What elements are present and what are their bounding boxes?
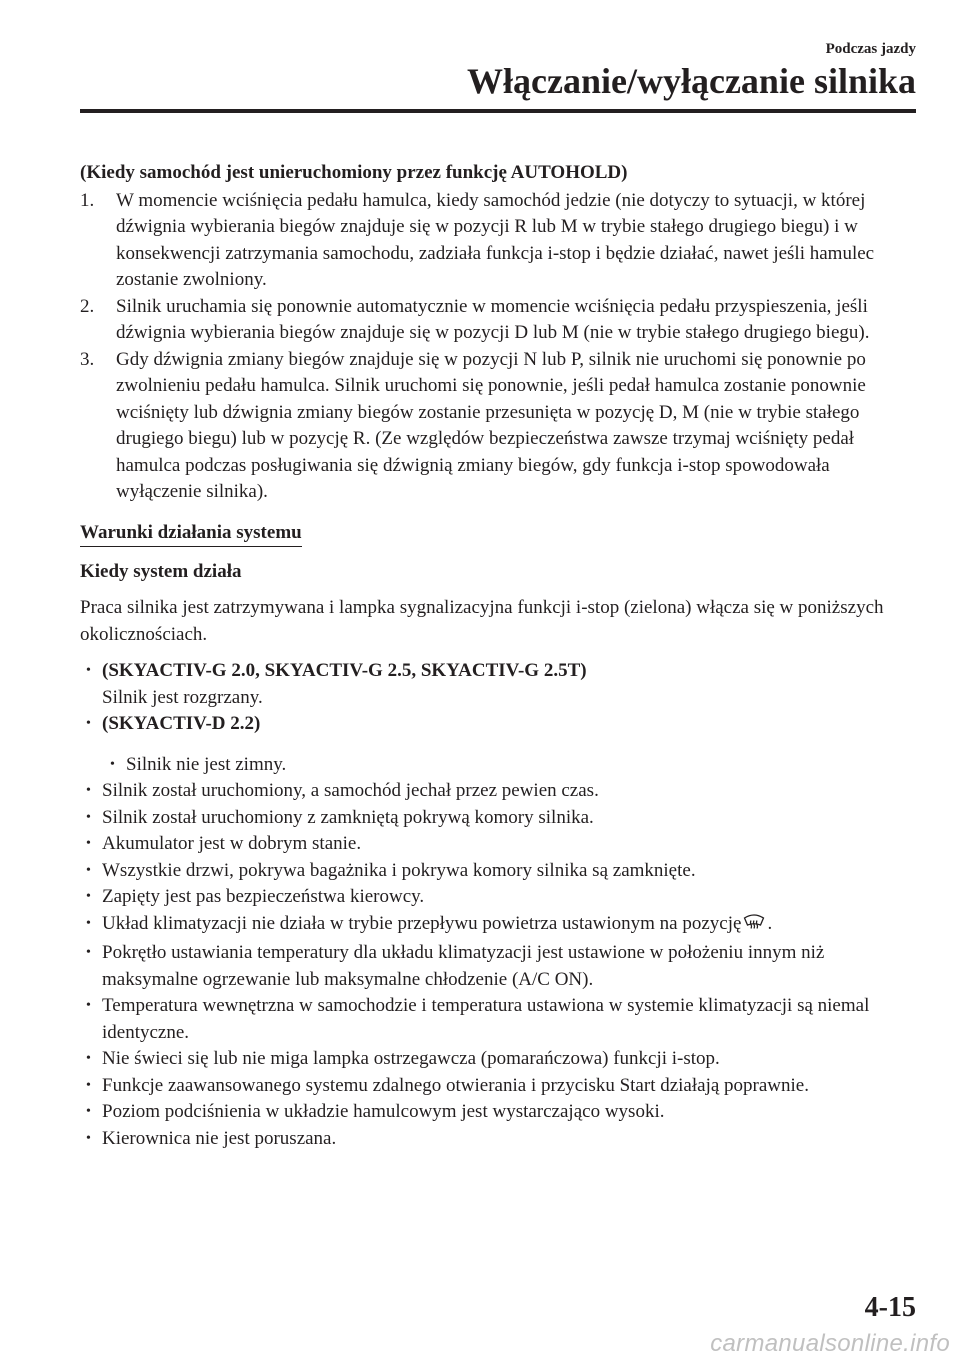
engine-groups xyxy=(80,658,916,778)
ac-condition-suffix: . xyxy=(767,912,773,934)
page-content xyxy=(80,160,916,1152)
condition-text: Temperatura wewnętrzna w samochodzie i temperatura ustawiona w systemie klimatyzacji są niemal identyczne. xyxy=(102,995,870,1043)
bullet-icon: • xyxy=(86,1051,91,1066)
list-item xyxy=(80,884,916,911)
ac-condition-text: Układ klimatyzacji nie działa w trybie przepływu powietrza ustawionym na pozycję xyxy=(102,912,742,934)
list-item xyxy=(80,658,916,685)
step-text: W momencie wciśnięcia pedału hamulca, kiedy samochód jedzie (nie dotyczy to sytuacji, w której dźwignia wybierania biegów znajduje się w pozycji R lub M w trybie stałego drugiego biegu) i w konsekwencji zatrzymania samochodu, zadziała funkcja i-stop i będzie działać, nawet jeśli hamulec zostanie zwolniony. xyxy=(116,189,875,290)
conditions-heading: Warunki działania systemu xyxy=(80,521,302,547)
list-item xyxy=(80,1099,916,1126)
bullet-icon: • xyxy=(86,915,91,931)
page-number: 4-15 xyxy=(864,1292,916,1323)
bullet-icon: • xyxy=(86,945,91,960)
list-item xyxy=(80,1046,916,1073)
condition-text: Funkcje zaawansowanego systemu zdalnego otwierania i przycisku Start działają poprawnie. xyxy=(102,1074,809,1096)
condition-text: Silnik został uruchomiony, a samochód jechał przez pewien czas. xyxy=(102,780,599,801)
condition-text: Pokrętło ustawiania temperatury dla układu klimatyzacji jest ustawione w położeniu innym niż maksymalne ogrzewanie lub maksymalne chłodzenie (A/C ON). xyxy=(102,942,825,990)
list-item xyxy=(80,940,916,993)
condition-text: Kierownica nie jest poruszana. xyxy=(102,1127,337,1149)
steps-list xyxy=(80,188,916,506)
step-number: 1. xyxy=(80,189,95,211)
list-item xyxy=(80,1126,916,1153)
bullet-icon: • xyxy=(86,1077,91,1093)
step-number: 3. xyxy=(80,348,95,370)
bullet-icon: • xyxy=(86,783,91,798)
list-item xyxy=(80,911,916,941)
bullet-icon: • xyxy=(86,663,91,678)
list-item xyxy=(80,1073,916,1100)
autohold-heading: (Kiedy samochód jest unieruchomiony przez funkcję AUTOHOLD) xyxy=(80,162,628,183)
bullet-icon: • xyxy=(86,1130,91,1146)
condition-text: Nie świeci się lub nie miga lampka ostrzegawcza (pomarańczowa) funkcji i-stop. xyxy=(102,1048,720,1069)
list-item xyxy=(80,831,916,858)
list-item xyxy=(80,805,916,832)
section-name: Podczas jazdy xyxy=(825,41,916,57)
nested-list xyxy=(80,752,916,779)
conditions-heading-wrap xyxy=(80,520,916,547)
when-works-heading: Kiedy system działa xyxy=(80,560,242,582)
list-item xyxy=(80,858,916,885)
list-item xyxy=(80,778,916,805)
step-item xyxy=(80,294,916,347)
condition-text xyxy=(102,911,916,941)
engine-detail: Silnik jest rozgrzany. xyxy=(102,686,263,708)
conditions-list xyxy=(80,778,916,1152)
page-header xyxy=(80,40,916,113)
bullet-icon: • xyxy=(86,836,91,851)
step-item xyxy=(80,188,916,294)
condition-text: Silnik został uruchomiony z zamkniętą pokrywą komory silnika. xyxy=(102,806,594,828)
bullet-icon: • xyxy=(110,756,115,772)
header-rule xyxy=(80,109,916,113)
step-number: 2. xyxy=(80,295,95,317)
list-item xyxy=(80,993,916,1046)
engine-label: (SKYACTIV-G 2.0, SKYACTIV-G 2.5, SKYACTIV-G 2.5T) xyxy=(102,660,587,681)
condition-text: Wszystkie drzwi, pokrywa bagażnika i pokrywa komory silnika są zamknięte. xyxy=(102,859,696,881)
windshield-defrost-icon xyxy=(743,912,765,941)
bullet-icon: • xyxy=(86,716,91,731)
chapter-title: Włączanie/wyłączanie silnika xyxy=(467,61,916,101)
bullet-icon: • xyxy=(86,809,91,825)
watermark: carmanualsonline.info xyxy=(710,1330,950,1357)
bullet-icon: • xyxy=(86,998,91,1013)
engine-label: (SKYACTIV-D 2.2) xyxy=(102,713,261,734)
bullet-icon: • xyxy=(86,889,91,904)
intro-paragraph: Praca silnika jest zatrzymywana i lampka sygnalizacyjna funkcji i-stop (zielona) włącza się w poniższych okolicznościach. xyxy=(80,597,884,645)
step-text: Gdy dźwignia zmiany biegów znajduje się w pozycji N lub P, silnik nie uruchomi się ponownie po zwolnieniu pedału hamulca. Silnik uruchomi się ponownie, jeśli pedał hamulca zostanie ponownie wciśnięty lub dźwignia zmiany biegów zostanie przesunięta w pozycję D, M (nie w trybie stałego drugiego biegu) lub w pozycję R. (Ze względów bezpieczeństwa zawsze trzymaj wciśnięty pedał hamulca podczas posługiwania się dźwignią zmiany biegów, gdy funkcja i-stop spowodowała wyłączenie silnika). xyxy=(116,348,866,502)
list-item xyxy=(104,752,916,779)
condition-text: Akumulator jest w dobrym stanie. xyxy=(102,833,362,854)
step-item xyxy=(80,347,916,506)
engine-detail: Silnik nie jest zimny. xyxy=(126,753,287,775)
bullet-icon: • xyxy=(86,1104,91,1119)
condition-text: Poziom podciśnienia w układzie hamulcowym jest wystarczająco wysoki. xyxy=(102,1101,665,1122)
condition-text: Zapięty jest pas bezpieczeństwa kierowcy. xyxy=(102,886,425,907)
bullet-icon: • xyxy=(86,862,91,878)
step-text: Silnik uruchamia się ponownie automatycznie w momencie wciśnięcia pedału przyspieszenia, jeśli dźwignia wybierania biegów znajduje się w pozycji D lub M (nie w trybie stałego drugiego biegu). xyxy=(116,295,870,343)
list-item xyxy=(80,711,916,738)
